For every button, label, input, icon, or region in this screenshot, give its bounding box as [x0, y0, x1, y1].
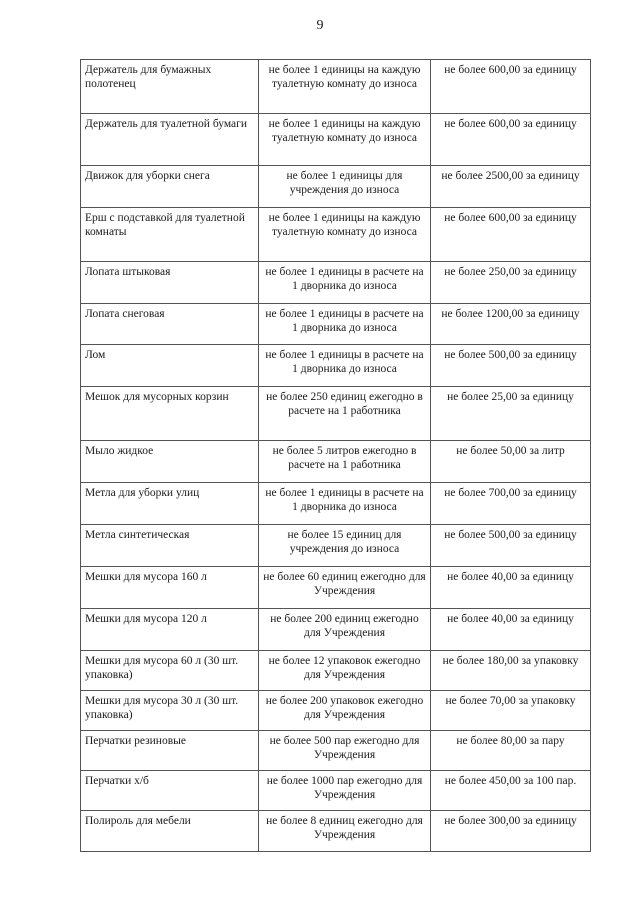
table-row	[81, 483, 591, 525]
quantity-norm-cell: не более 250 единиц ежегодно в расчете на 1 работника	[259, 387, 431, 441]
table-row	[81, 60, 591, 114]
item-name-cell: Мешок для мусорных корзин	[81, 387, 259, 441]
item-name-cell: Мешки для мусора 160 л	[81, 567, 259, 609]
price-limit-cell: не более 600,00 за единицу	[431, 60, 591, 114]
price-limit-cell: не более 300,00 за единицу	[431, 811, 591, 852]
price-limit-cell: не более 500,00 за единицу	[431, 345, 591, 387]
price-limit-cell: не более 700,00 за единицу	[431, 483, 591, 525]
table-row	[81, 387, 591, 441]
quantity-norm-cell: не более 1 единицы в расчете на 1 дворника до износа	[259, 345, 431, 387]
quantity-norm-cell: не более 60 единиц ежегодно для Учреждения	[259, 567, 431, 609]
price-limit-cell: не более 600,00 за единицу	[431, 114, 591, 166]
table-row	[81, 304, 591, 345]
quantity-norm-cell: не более 8 единиц ежегодно для Учреждения	[259, 811, 431, 852]
item-name-cell: Метла для уборки улиц	[81, 483, 259, 525]
price-limit-cell: не более 250,00 за единицу	[431, 262, 591, 304]
item-name-cell: Мыло жидкое	[81, 441, 259, 483]
item-name-cell: Ерш с подставкой для туалетной комнаты	[81, 208, 259, 262]
item-name-cell: Мешки для мусора 30 л (30 шт. упаковка)	[81, 691, 259, 731]
quantity-norm-cell: не более 1 единицы на каждую туалетную комнату до износа	[259, 60, 431, 114]
quantity-norm-cell: не более 12 упаковок ежегодно для Учреждения	[259, 651, 431, 691]
table-row	[81, 811, 591, 852]
quantity-norm-cell: не более 1000 пар ежегодно для Учреждения	[259, 771, 431, 811]
quantity-norm-cell: не более 1 единицы на каждую туалетную комнату до износа	[259, 114, 431, 166]
price-limit-cell: не более 600,00 за единицу	[431, 208, 591, 262]
table-row	[81, 525, 591, 567]
table-row	[81, 731, 591, 771]
price-limit-cell: не более 40,00 за единицу	[431, 567, 591, 609]
table-row	[81, 345, 591, 387]
price-limit-cell: не более 500,00 за единицу	[431, 525, 591, 567]
item-name-cell: Держатель для бумажных полотенец	[81, 60, 259, 114]
price-limit-cell: не более 2500,00 за единицу	[431, 166, 591, 208]
item-name-cell: Перчатки х/б	[81, 771, 259, 811]
table-row	[81, 166, 591, 208]
item-name-cell: Метла синтетическая	[81, 525, 259, 567]
price-limit-cell: не более 50,00 за литр	[431, 441, 591, 483]
table-row	[81, 441, 591, 483]
item-name-cell: Держатель для туалетной бумаги	[81, 114, 259, 166]
quantity-norm-cell: не более 1 единицы в расчете на 1 дворника до износа	[259, 304, 431, 345]
table-row	[81, 208, 591, 262]
item-name-cell: Мешки для мусора 120 л	[81, 609, 259, 651]
item-name-cell: Лом	[81, 345, 259, 387]
quantity-norm-cell: не более 500 пар ежегодно для Учреждения	[259, 731, 431, 771]
price-limit-cell: не более 70,00 за упаковку	[431, 691, 591, 731]
quantity-norm-cell: не более 1 единицы в расчете на 1 дворника до износа	[259, 262, 431, 304]
price-limit-cell: не более 25,00 за единицу	[431, 387, 591, 441]
quantity-norm-cell: не более 1 единицы для учреждения до износа	[259, 166, 431, 208]
quantity-norm-cell: не более 200 упаковок ежегодно для Учреждения	[259, 691, 431, 731]
table-row	[81, 567, 591, 609]
item-name-cell: Мешки для мусора 60 л (30 шт. упаковка)	[81, 651, 259, 691]
item-name-cell: Лопата снеговая	[81, 304, 259, 345]
item-name-cell: Полироль для мебели	[81, 811, 259, 852]
item-name-cell: Перчатки резиновые	[81, 731, 259, 771]
table-row	[81, 651, 591, 691]
price-limit-cell: не более 450,00 за 100 пар.	[431, 771, 591, 811]
table-row	[81, 262, 591, 304]
price-limit-cell: не более 40,00 за единицу	[431, 609, 591, 651]
table-row	[81, 771, 591, 811]
quantity-norm-cell: не более 1 единицы в расчете на 1 дворника до износа	[259, 483, 431, 525]
price-limit-cell: не более 1200,00 за единицу	[431, 304, 591, 345]
page-number: 9	[316, 18, 324, 33]
table-row	[81, 114, 591, 166]
price-limit-cell: не более 80,00 за пару	[431, 731, 591, 771]
quantity-norm-cell: не более 1 единицы на каждую туалетную комнату до износа	[259, 208, 431, 262]
price-limit-cell: не более 180,00 за упаковку	[431, 651, 591, 691]
item-name-cell: Движок для уборки снега	[81, 166, 259, 208]
item-name-cell: Лопата штыковая	[81, 262, 259, 304]
table-row	[81, 691, 591, 731]
quantity-norm-cell: не более 200 единиц ежегодно для Учреждения	[259, 609, 431, 651]
supplies-norm-table	[80, 59, 591, 852]
table-row	[81, 609, 591, 651]
quantity-norm-cell: не более 15 единиц для учреждения до износа	[259, 525, 431, 567]
quantity-norm-cell: не более 5 литров ежегодно в расчете на 1 работника	[259, 441, 431, 483]
